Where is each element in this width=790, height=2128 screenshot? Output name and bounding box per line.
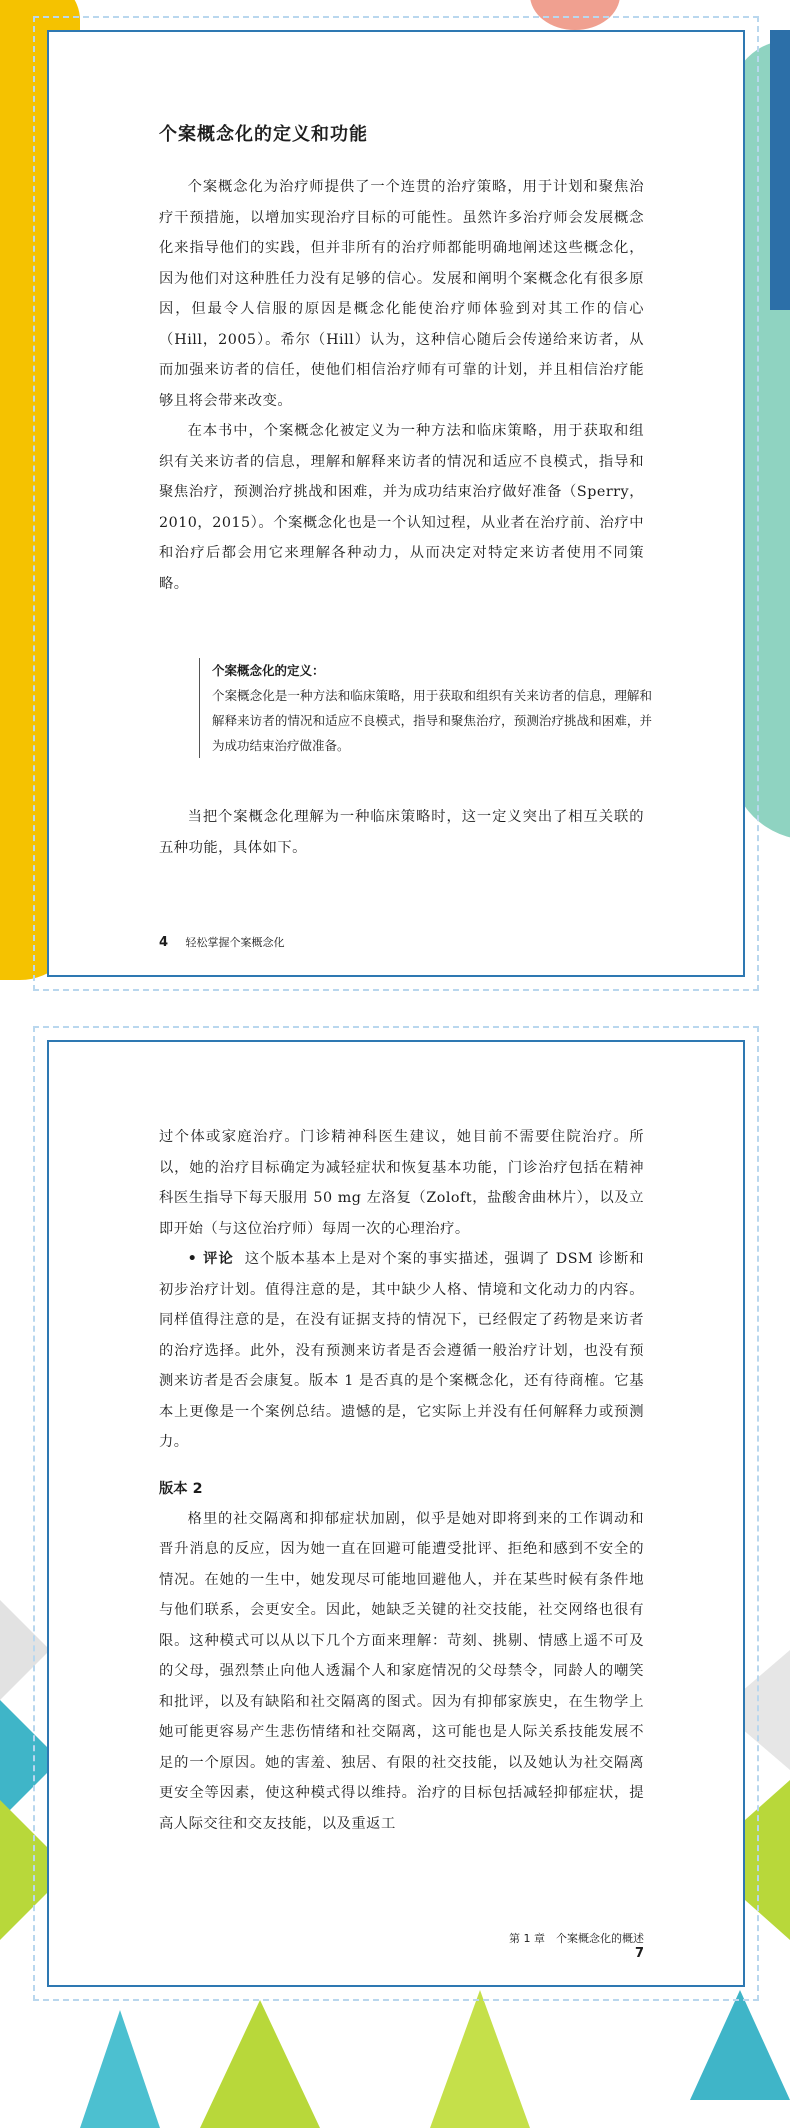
book-page-7	[47, 1040, 745, 1987]
grey-triangle-left	[0, 1600, 50, 1700]
opening-paragraph: 过个体或家庭治疗。门诊精神科医生建议，她目前不需要住院治疗。所以，她的治疗目标确定为减轻症状和恢复基本功能，门诊治疗包括在精神科医生指导下每天服用 50 mg 左洛复（Zoloft，盐酸舍曲林片），以及立即开始（与这位治疗师）每周一次的心理治疗。	[159, 1129, 644, 1237]
page2-footer	[499, 1930, 644, 1961]
page-number-left: 4	[159, 935, 169, 950]
teal-triangle-bottom-right	[690, 1990, 790, 2100]
green-triangle-bottom-2	[430, 1990, 530, 2128]
running-title: 轻松掌握个案概念化	[185, 936, 285, 949]
comment-lead: • 评论	[187, 1251, 234, 1267]
pink-paint-blob	[530, 0, 620, 30]
definition-callout	[199, 658, 652, 758]
page1-body	[159, 172, 644, 599]
version-heading: 版本 2	[159, 1480, 203, 1497]
section-title: 个案概念化的定义和功能	[159, 124, 368, 145]
comment-paragraph	[159, 1244, 644, 1458]
page1-footer	[159, 934, 285, 950]
teal-triangle-bottom	[80, 2010, 160, 2128]
chapter-label: 第 1 章 个案概念化的概述	[509, 1932, 644, 1945]
paragraph-2: 在本书中，个案概念化被定义为一种方法和临床策略，用于获取和组织有关来访者的信息，理解和解释来访者的情况和适应不良模式，指导和聚焦治疗，预测治疗挑战和困难，并为成功结束治疗做好准备（Sperry，2010，2015）。个案概念化也是一个认知过程，从业者在治疗前、治疗中和治疗后都会用它来理解各种动力，从而决定对特定来访者使用不同策略。	[159, 423, 644, 592]
definition-body: 个案概念化是一种方法和临床策略，用于获取和组织有关来访者的信息，理解和解释来访者的情况和适应不良模式，指导和聚焦治疗，预测治疗挑战和困难，并为成功结束治疗做准备。	[212, 688, 652, 753]
closing-paragraph: 当把个案概念化理解为一种临床策略时，这一定义突出了相互关联的五种功能，具体如下。	[159, 809, 644, 856]
page1-closing	[159, 802, 644, 863]
paragraph-1: 个案概念化为治疗师提供了一个连贯的治疗策略，用于计划和聚焦治疗干预措施，以增加实现治疗目标的可能性。虽然许多治疗师会发展概念化来指导他们的实践，但并非所有的治疗师都能明确地阐述这些概念化，因为他们对这种胜任力没有足够的信心。发展和阐明个案概念化有很多原因，但最令人信服的原因是概念化能使治疗师体验到对其工作的信心（Hill，2005）。希尔（Hill）认为，这种信心随后会传递给来访者，从而加强来访者的信任，使他们相信治疗师有可靠的计划，并且相信治疗能够且将会带来改变。	[159, 179, 644, 409]
blue-paint-strip	[770, 30, 790, 310]
comment-text: 这个版本基本上是对个案的事实描述，强调了 DSM 诊断和初步治疗计划。值得注意的是，其中缺少人格、情境和文化动力的内容。同样值得注意的是，在没有证据支持的情况下，已经假定了药物是来访者的治疗选择。此外，没有预测来访者是否会遵循一般治疗计划，也没有预测来访者是否会康复。版本 1 是否真的是个案概念化，还有待商榷。它基本上更像是一个案例总结。遗憾的是，它实际上并没有任何解释力或预测力。	[159, 1251, 644, 1450]
green-triangle-bottom	[200, 2000, 320, 2128]
version-paragraph: 格里的社交隔离和抑郁症状加剧，似乎是她对即将到来的工作调动和晋升消息的反应，因为她一直在回避可能遭受批评、拒绝和感到不安全的情况。在她的一生中，她发现尽可能地回避他人，并在某些时候有条件地与他们联系，会更安全。因此，她缺乏关键的社交技能，社交网络也很有限。这种模式可以从以下几个方面来理解：苛刻、挑剔、情感上遥不可及的父母，强烈禁止向他人透漏个人和家庭情况的父母禁令，同龄人的嘲笑和批评，以及有缺陷和社交隔离的图式。因为有抑郁家族史，在生物学上她可能更容易产生悲伤情绪和社交隔离，这可能也是人际关系技能发展不足的一个原因。她的害羞、独居、有限的社交技能，以及她认为社交隔离更安全等因素，使这种模式得以维持。治疗的目标包括减轻抑郁症状，提高人际交往和交友技能，以及重返工	[159, 1510, 644, 1832]
book-page-4	[47, 30, 745, 977]
page2-body	[159, 1122, 644, 1839]
definition-title: 个案概念化的定义：	[212, 663, 325, 678]
page-number-right: 7	[634, 1946, 644, 1961]
